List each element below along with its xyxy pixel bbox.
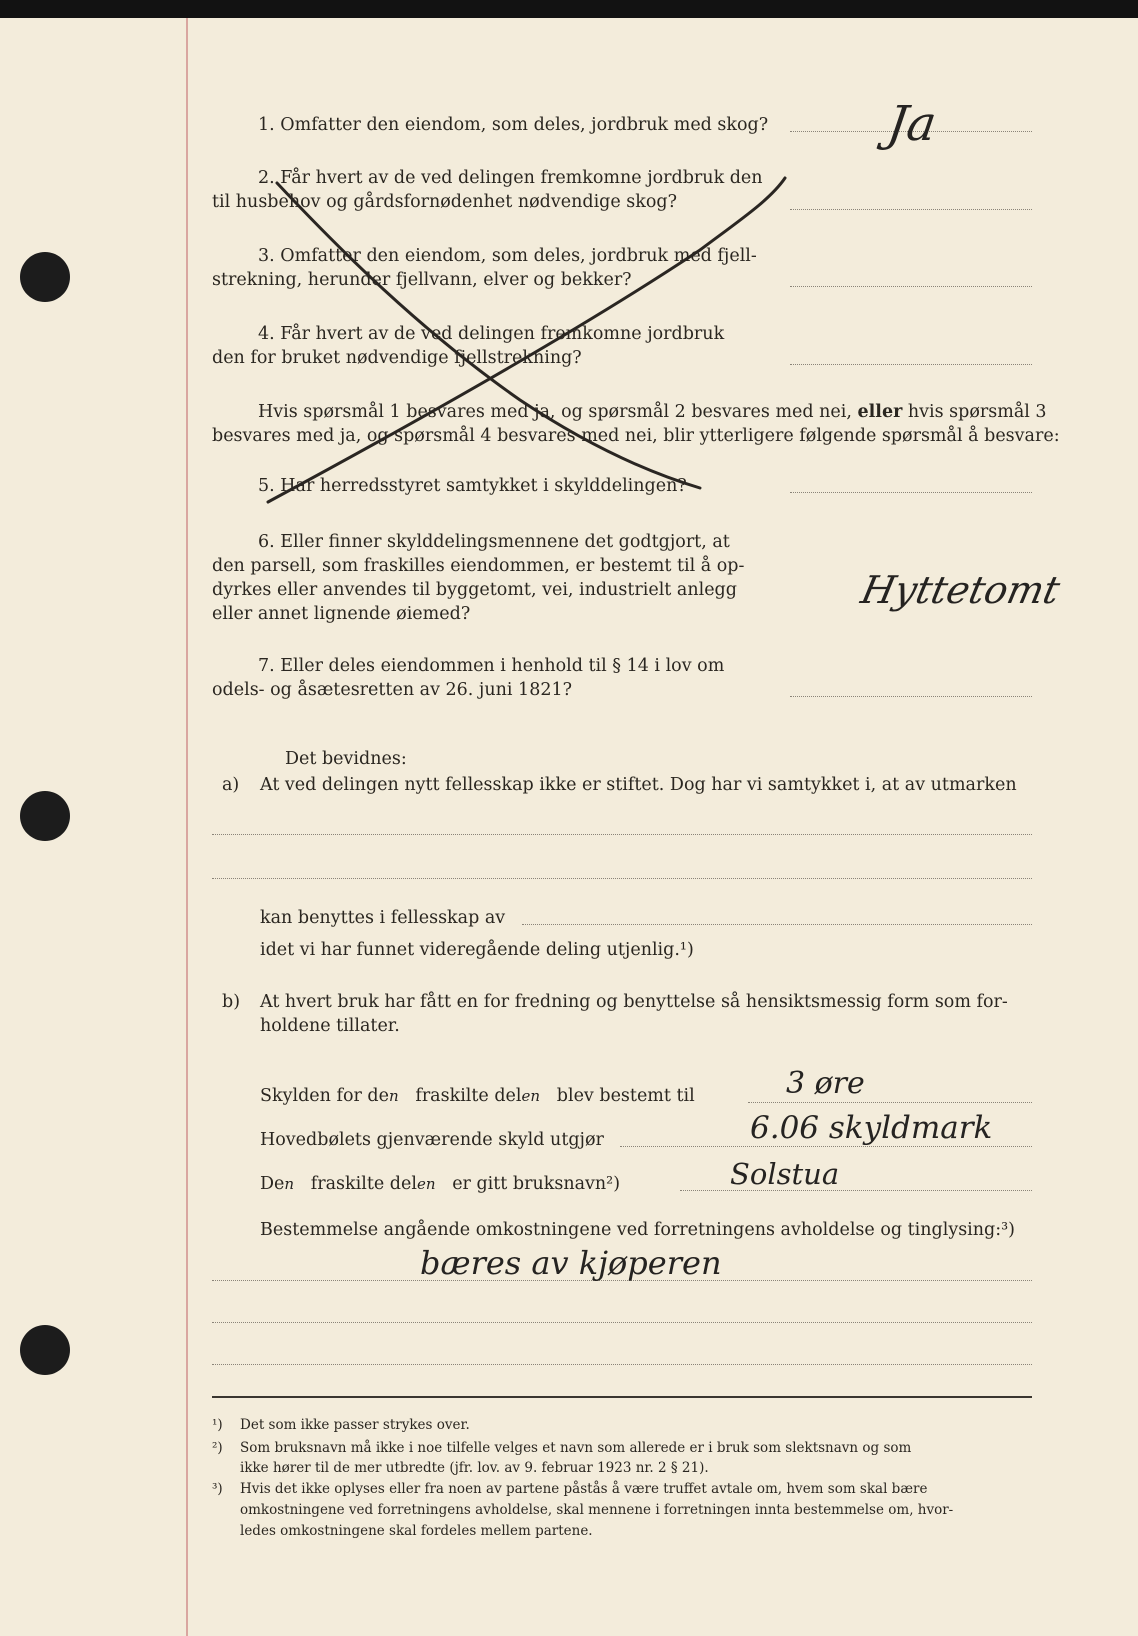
question-7-line2: odels- og åsætesretten av 26. juni 1821? [212, 680, 572, 700]
bruksnavn-label: Den fraskilte delen er gitt bruksnavn²) [260, 1174, 621, 1194]
item-a-label: a) [222, 775, 240, 795]
question-6-line4: eller annet lignende øiemed? [212, 604, 471, 624]
footnote-2-line1: Som bruksnavn må ikke i noe tilfelle velges et navn som allerede er i bruk som slektsnavn og som [240, 1440, 912, 1456]
footnote-rule [212, 1396, 1032, 1398]
footnote-2-line2: ikke hører til de mer utbredte (jfr. lov. av 9. februar 1923 nr. 2 § 21). [240, 1460, 709, 1476]
item-a-reason: idet vi har funnet videregående deling utjenlig.¹) [260, 940, 694, 960]
condition-line1: Hvis spørsmål 1 besvares med ja, og spørsmål 2 besvares med nei, eller hvis spørsmål 3 [258, 402, 1047, 422]
item-a-text: At ved delingen nytt fellesskap ikke er stiftet. Dog har vi samtykket i, at av utmarken [260, 775, 1017, 795]
question-3-line2: strekning, herunder fjellvann, elver og bekker? [212, 270, 632, 290]
answer-line [748, 1102, 1032, 1103]
footnote-2-mark: ²) [212, 1440, 223, 1456]
handwritten-hovedbol: 6.06 skyldmark [750, 1110, 993, 1146]
blank-line [212, 878, 1032, 879]
question-7-line1: 7. Eller deles eiendommen i henhold til § 14 i lov om [258, 656, 725, 676]
footnote-3-line2: omkostningene ved forretningens avholdelse, skal mennene i forretningen innta bestemmelse om, hvor- [240, 1502, 954, 1518]
handwritten-bruksnavn: Solstua [730, 1157, 840, 1191]
omkostninger-label: Bestemmelse angående omkostningene ved forretningens avholdelse og tinglysing:³) [260, 1220, 1015, 1240]
answer-line [790, 696, 1032, 697]
footnote-1-mark: ¹) [212, 1417, 223, 1433]
handwritten-skyld: 3 øre [786, 1066, 865, 1101]
scan-top-edge [0, 0, 1138, 18]
question-5: 5. Har herredsstyret samtykket i skylddelingen? [258, 476, 687, 496]
question-2-line2: til husbehov og gårdsfornødenhet nødvendige skog? [212, 192, 677, 212]
question-3-line1: 3. Omfatter den eiendom, som deles, jordbruk med fjell- [258, 246, 757, 266]
answer-line [790, 286, 1032, 287]
handwritten-answer-1: Ja [884, 96, 940, 152]
footnote-3-mark: ³) [212, 1481, 223, 1497]
blank-line [212, 1364, 1032, 1365]
answer-line [790, 364, 1032, 365]
punch-hole [20, 1325, 70, 1375]
answer-line [790, 209, 1032, 210]
item-a-use: kan benyttes i fellesskap av [260, 908, 506, 928]
answer-line [620, 1146, 1032, 1147]
margin-line [186, 18, 188, 1636]
question-6-line1: 6. Eller finner skylddelingsmennene det godtgjort, at [258, 532, 730, 552]
question-1: 1. Omfatter den eiendom, som deles, jordbruk med skog? [258, 115, 769, 135]
handwritten-omkostninger: bæres av kjøperen [420, 1244, 722, 1282]
skyld-label: Skylden for den fraskilte delen blev bestemt til [260, 1086, 695, 1106]
blank-line [522, 924, 1032, 925]
question-2-line1: 2. Får hvert av de ved delingen fremkomne jordbruk den [258, 168, 763, 188]
item-b-line1: At hvert bruk har fått en for fredning og benyttelse så hensiktsmessig form som for- [260, 992, 1008, 1012]
blank-line [212, 834, 1032, 835]
footnote-3-line3: ledes omkostningene skal fordeles mellem partene. [240, 1523, 593, 1539]
question-4-line1: 4. Får hvert av de ved delingen fremkomne jordbruk [258, 324, 725, 344]
handwritten-answer-6: Hyttetomt [857, 568, 1064, 612]
item-b-label: b) [222, 992, 241, 1012]
hovedbol-label: Hovedbølets gjenværende skyld utgjør [260, 1130, 604, 1150]
answer-line [790, 492, 1032, 493]
question-6-line3: dyrkes eller anvendes til byggetomt, vei, industrielt anlegg [212, 580, 737, 600]
footnote-1: Det som ikke passer strykes over. [240, 1417, 470, 1433]
item-b-line2: holdene tillater. [260, 1016, 400, 1036]
question-4-line2: den for bruket nødvendige fjellstrekning? [212, 348, 582, 368]
punch-hole [20, 252, 70, 302]
certification-heading: Det bevidnes: [285, 749, 407, 769]
punch-hole [20, 791, 70, 841]
blank-line [212, 1322, 1032, 1323]
footnote-3-line1: Hvis det ikke oplyses eller fra noen av partene påstås å være truffet avtale om, hvem som skal bære [240, 1481, 928, 1497]
condition-line2: besvares med ja, og spørsmål 4 besvares med nei, blir ytterligere følgende spørsmål å besvare: [212, 426, 1060, 446]
question-6-line2: den parsell, som fraskilles eiendommen, er bestemt til å op- [212, 556, 745, 576]
